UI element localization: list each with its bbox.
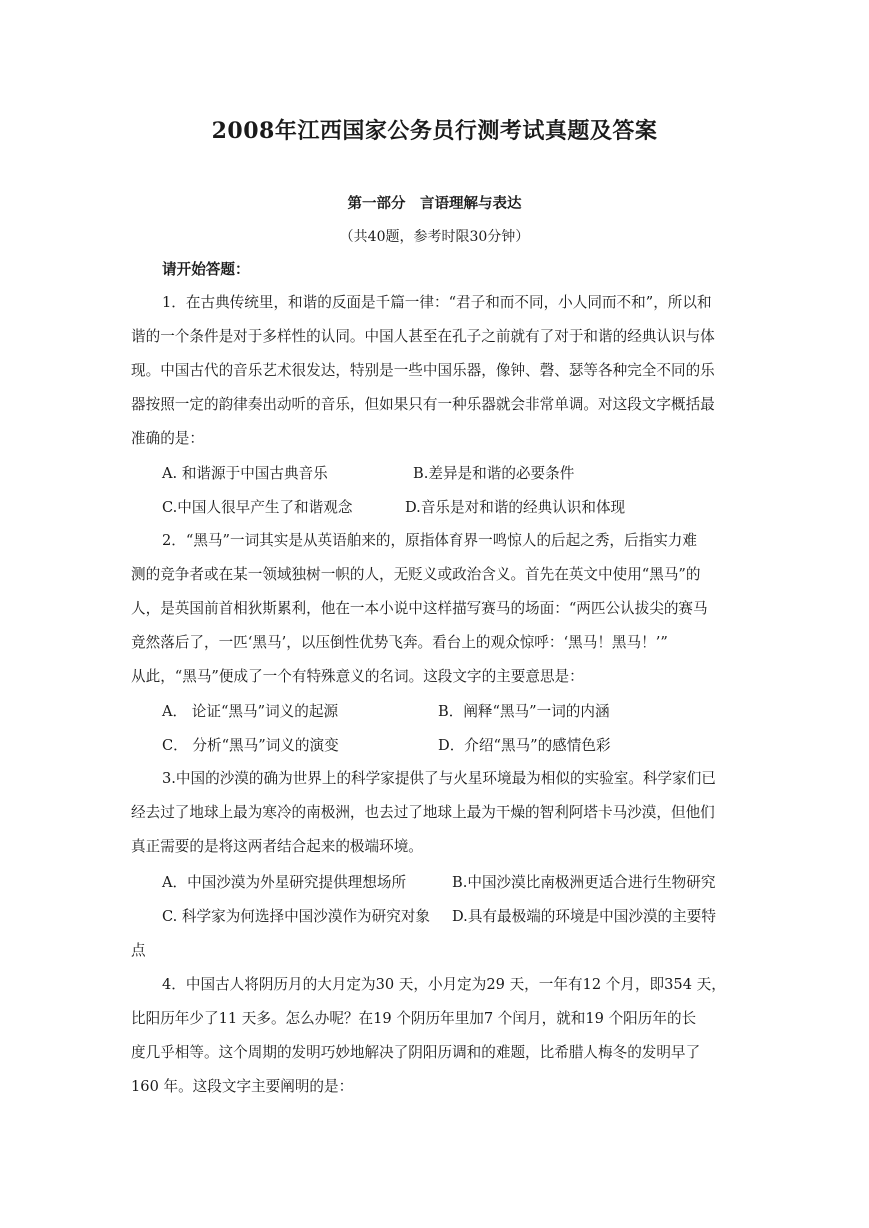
question-line: 2．“黑马”一词其实是从英语舶来的，原指体育界一鸣惊人的后起之秀，后指实力难 <box>162 532 697 549</box>
option-c: C.中国人很早产生了和谐观念 <box>162 499 353 516</box>
section-title: 第一部分 言语理解与表达 <box>347 195 522 212</box>
question-line: 4．中国古人将阴历月的大月定为30 天，小月定为29 天，一年有12 个月，即354 天， <box>162 976 726 993</box>
option-c: C． 分析“黑马”词义的演变 <box>162 737 339 754</box>
option-a: A． 论证“黑马”词义的起源 <box>162 703 339 720</box>
option-b: B．阐释“黑马”一词的内涵 <box>438 703 610 720</box>
question-line: 比阳历年少了11 天多。怎么办呢？在19 个阴历年里加7 个闰月，就和19 个阳历年的长 <box>131 1010 697 1027</box>
question-line: 准确的是： <box>131 430 204 447</box>
question-line: 160 年。这段文字主要阐明的是： <box>131 1078 354 1095</box>
question-line: 谐的一个条件是对于多样性的认同。中国人甚至在孔子之前就有了对于和谐的经典认识与体 <box>131 328 715 345</box>
section-note: （共40题，参考时限30分钟） <box>339 229 530 245</box>
question-line: 经去过了地球上最为寒冷的南极洲，也去过了地球上最为干燥的智利阿塔卡马沙漠，但他们 <box>131 804 715 821</box>
question-line: 竟然落后了，一匹‘黑马’，以压倒性优势飞奔。看台上的观众惊呼：‘黑马！黑马！’” <box>131 634 668 651</box>
option-a: A．中国沙漠为外星研究提供理想场所 <box>162 874 407 891</box>
option-d: D．介绍“黑马”的感情色彩 <box>438 737 611 754</box>
option-b: B.差异是和谐的必要条件 <box>413 465 575 482</box>
document-title: 2008年江西国家公务员行测考试真题及答案 <box>211 118 658 144</box>
question-line: 从此，“黑马”便成了一个有特殊意义的名词。这段文字的主要意思是： <box>131 668 584 685</box>
start-label: 请开始答题： <box>162 261 250 278</box>
question-line: 真正需要的是将这两者结合起来的极端环境。 <box>131 838 423 855</box>
option-d-continuation: 点 <box>131 942 146 959</box>
question-line: 1．在古典传统里，和谐的反面是千篇一律：“君子和而不同，小人同而不和”，所以和 <box>162 294 712 311</box>
option-d: D.具有最极端的环境是中国沙漠的主要特 <box>452 908 716 925</box>
option-b: B.中国沙漠比南极洲更适合进行生物研究 <box>452 874 716 891</box>
option-c: C. 科学家为何选择中国沙漠作为研究对象 <box>162 908 431 925</box>
question-line: 3.中国的沙漠的确为世界上的科学家提供了与火星环境最为相似的实验室。科学家们已 <box>162 770 716 787</box>
option-a: A. 和谐源于中国古典音乐 <box>162 465 328 482</box>
question-line: 度几乎相等。这个周期的发明巧妙地解决了阴阳历调和的难题，比希腊人梅冬的发明早了 <box>131 1044 701 1061</box>
question-line: 人，是英国前首相狄斯累利，他在一本小说中这样描写赛马的场面：“两匹公认拔尖的赛马 <box>131 600 708 617</box>
question-line: 测的竞争者或在某一领域独树一帜的人，无贬义或政治含义。首先在英文中使用“黑马”的 <box>131 566 701 583</box>
question-line: 现。中国古代的音乐艺术很发达，特别是一些中国乐器，像钟、磬、瑟等各种完全不同的乐 <box>131 362 715 379</box>
question-line: 器按照一定的韵律奏出动听的音乐，但如果只有一种乐器就会非常单调。对这段文字概括最 <box>131 396 715 413</box>
option-d: D.音乐是对和谐的经典认识和体现 <box>405 499 626 516</box>
